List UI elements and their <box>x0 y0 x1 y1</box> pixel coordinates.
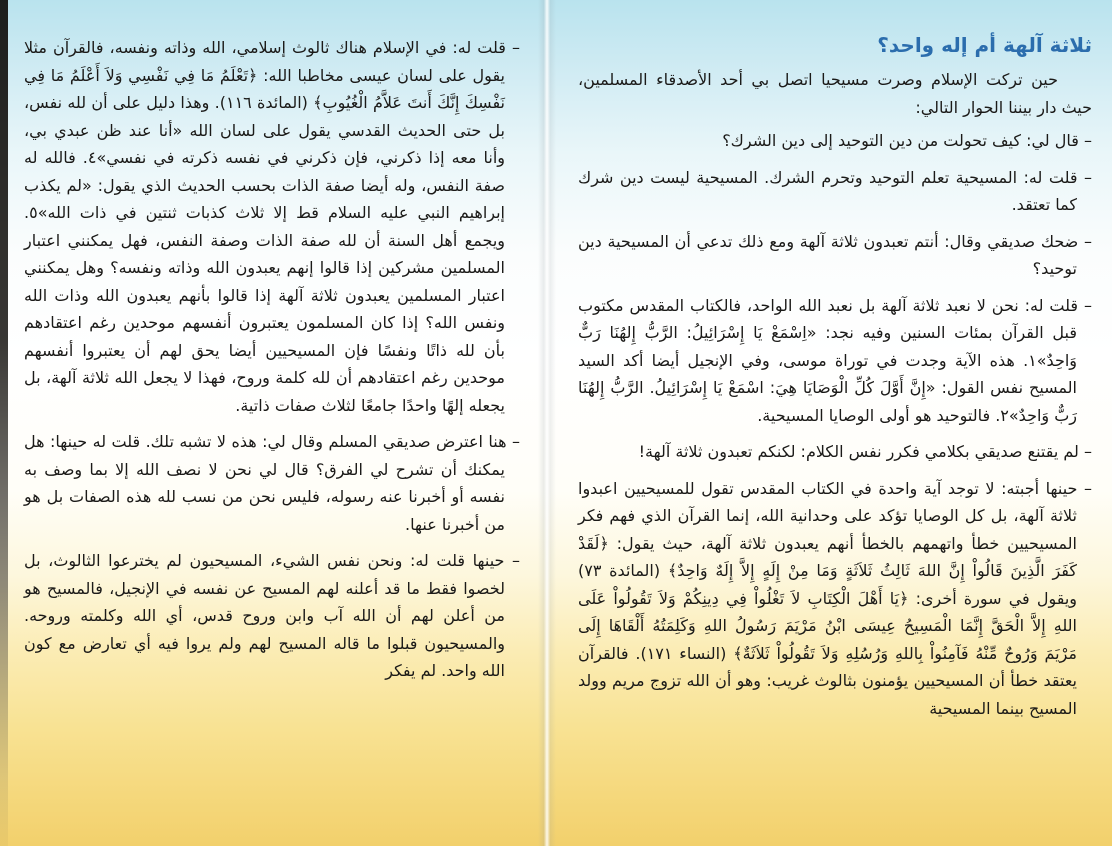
dialogue-paragraph: – قال لي: كيف تحولت من دين التوحيد إلى دين الشرك؟ <box>722 131 1092 150</box>
dialogue-paragraph: – قلت له: المسيحية تعلم التوحيد وتحرم الشرك. المسيحية ليست دين شرك كما تعتقد. <box>578 167 1092 214</box>
page-spine-divider <box>538 0 556 846</box>
dialogue-paragraph: – قلت له: نحن لا نعبد ثلاثة آلهة بل نعبد الله الواحد، فالكتاب المقدس مكتوب قبل القرآن بمئات السنين وفيه نجد: «اِسْمَعْ يَا إِسْرَائِيلُ: الرَّبُّ إِلهُنَا رَبٌّ وَاحِدٌ»١. هذه الآية وجدت في توراة موسى، وفي الإنجيل أيضا أكد السيد المسيح نفس القول: «إِنَّ أَوَّلَ كُلِّ الْوَصَايَا هِيَ: اسْمَعْ يَا إِسْرَائِيلُ. الرَّبُّ إِلهُنَا رَبٌّ وَاحِدٌ»٢. فالتوحيد هو أولى الوصايا المسيحية. <box>578 295 1092 425</box>
dialogue-paragraph: – حينها قلت له: ونحن نفس الشيء، المسيحيون لم يخترعوا الثالوث، بل لخصوا فقط ما قد أعلنه لهم المسيح عن نفسه في الإنجيل، فالمسيح هو من أعلن لهم أن الله آب وابن وروح قدس، أي الله وكلمته وروحه. والمسيحيون قبلوا ما قاله المسيح لهم ولم يروا فيه أي تعارض مع كون الله واحد. لم يفكر <box>24 551 520 680</box>
left-page <box>10 0 540 846</box>
right-page <box>556 0 1112 846</box>
chapter-title: ثلاثة آلهة أم إله واحد؟ <box>877 33 1092 57</box>
dialogue-paragraph: – لم يقتنع صديقي بكلامي فكرر نفس الكلام: لكنكم تعبدون ثلاثة آلهة! <box>638 442 1092 461</box>
intro-paragraph: حين تركت الإسلام وصرت مسيحيا اتصل بي أحد الأصدقاء المسلمين، حيث دار بيننا الحوار التالي: <box>578 70 1092 117</box>
dialogue-paragraph: – ضحك صديقي وقال: أنتم تعبدون ثلاثة آلهة ومع ذلك تدعي أن المسيحية دين توحيد؟ <box>578 231 1092 278</box>
dialogue-paragraph: – هنا اعترض صديقي المسلم وقال لي: هذه لا تشبه تلك. قلت له حينها: هل يمكنك أن تشرح لي الفرق؟ قال لي نحن لا نصف الله إلا بما وصف به نفسه أو أخبرنا عنه رسوله، فليس نحن من نسب لله هذه الصفات بل هو من أخبرنا عنها. <box>24 432 520 534</box>
dialogue-paragraph: – حينها أجبته: لا توجد آية واحدة في الكتاب المقدس تقول للمسيحيين اعبدوا ثلاثة آلهة، بل كل الوصايا تؤكد على وحدانية الله، إنما القرآن الذي فهم فكر المسيحيين خطأ واتهمهم بالخطأ أنهم يعبدون ثلاثة آلهة، حيث يقول: ﴿لَقَدْ كَفَرَ الَّذِينَ قَالُواْ إِنَّ اللهَ ثَالِثُ ثَلاَثَةٍ وَمَا مِنْ إِلَهٍ إِلاَّ إِلَهٌ وَاحِدٌ﴾ (المائدة ٧٣) ويقول في سورة أخرى: ﴿يَا أَهْلَ الْكِتَابِ لاَ تَغْلُواْ فِي دِينِكُمْ وَلاَ تَقُولُواْ عَلَى اللهِ إِلاَّ الْحَقَّ إِنَّمَا الْمَسِيحُ عِيسَى ابْنُ مَرْيَمَ رَسُولُ اللهِ وَكَلِمَتُهُ أَلْقَاهَا إِلَى مَرْيَمَ وَرُوحٌ مِّنْهُ فَآمِنُواْ بِاللهِ وَرُسُلِهِ وَلاَ تَقُولُواْ ثَلاَثَةٌ﴾ (النساء ١٧١). فالقرآن يعتقد خطأ أن المسيحيين يؤمنون بثالوث غريب: وهو أن الله تزوج مريم وولد المسيح بينما المسيحية <box>578 478 1092 718</box>
dialogue-paragraph: – قلت له: في الإسلام هناك ثالوث إسلامي، الله وذاته ونفسه، فالقرآن مثلا يقول على لسان عيسى مخاطبا الله: ﴿تَعْلَمُ مَا فِي نَفْسِي وَلاَ أَعْلَمُ مَا فِي نَفْسِكَ إِنَّكَ أَنتَ عَلاَّمُ الْغُيُوبِ﴾ (المائدة ١١٦). وهذا دليل على أن لله نفس، بل حتى الحديث القدسي يقول على لسان الله «أنا عند ظن عبدي بي، وأنا معه إذا ذكرني، فإن ذكرني في نفسه ذكرته في نفسي»٤. فالله له صفة النفس، وله أيضا صفة الذات بحسب الحديث الذي يقول: «لم يكذب إبراهيم النبي عليه السلام قط إلا ثلاث كذبات ثنتين في ذات الله»٥. ويجمع أهل السنة أن لله صفة الذات وصفة النفس، فهل يمكنني اعتبار المسلمين مشركين إذا قالوا إنهم يعبدون الله وذاته ونفسه؟ وهل يمكنني اعتبار المسلمين يعبدون ثلاثة آلهة إذا قالوا بأنهم يعبدون الله وذات الله ونفس الله؟ إذا كان المسلمون يعتبرون أنفسهم موحدين رغم اعتقادهم بأن لله ذاتًا ونفسًا فإن المسيحيين أيضا يحق لهم أن يعتبروا أنفسهم موحدين رغم اعتقادهم أن لله كلمة وروح، فهذا لا يجعل الله ثلاثة آلهة، بل يجعله إلهًا واحدًا جامعًا لثلاث صفات ذاتية. <box>24 38 520 415</box>
scanned-book-edge <box>0 0 8 846</box>
